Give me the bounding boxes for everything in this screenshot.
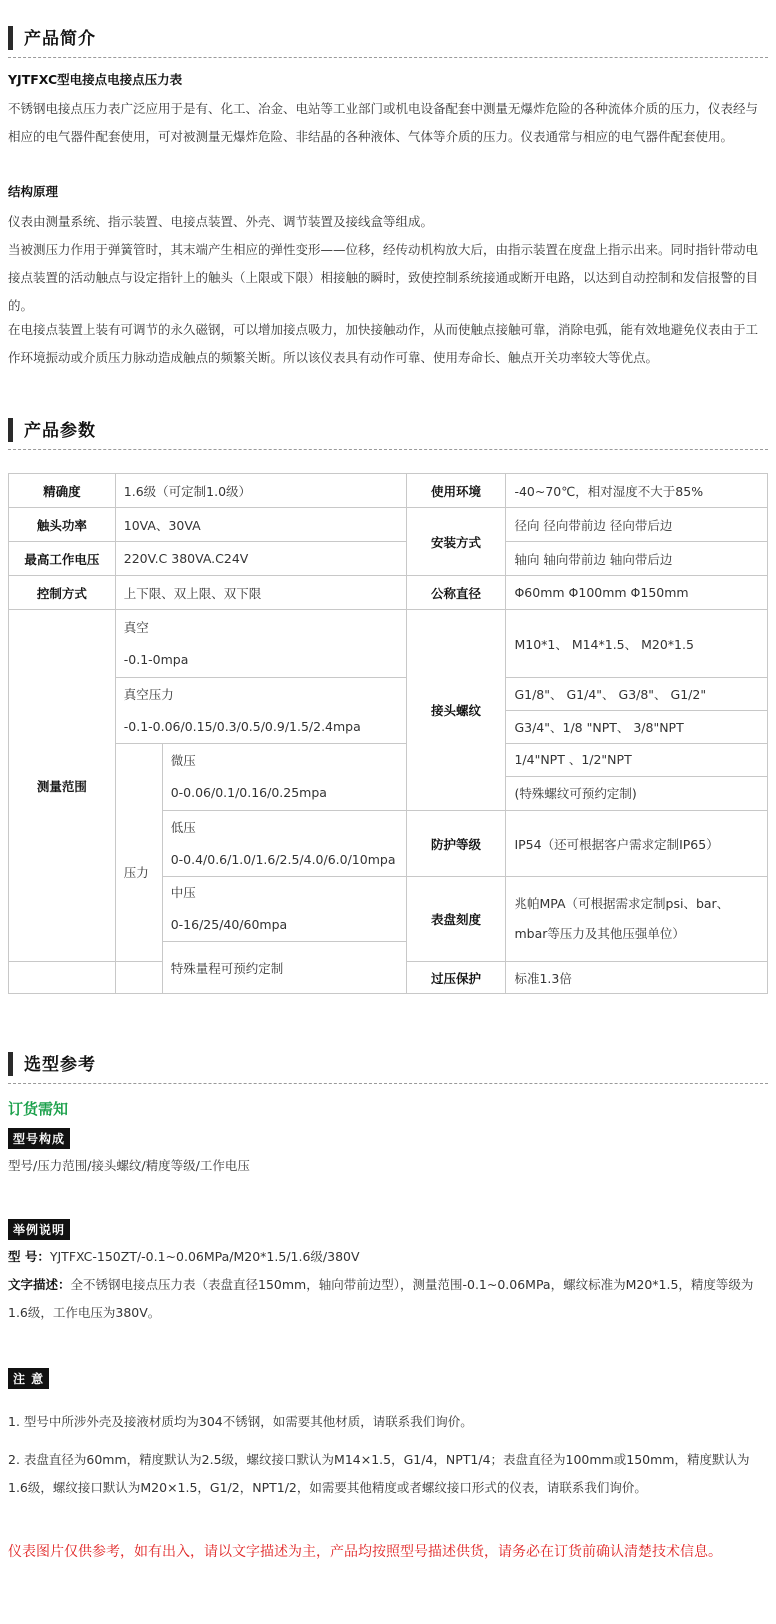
- section-header-params: [8, 414, 768, 442]
- range-value: 0-0.06/0.1/0.16/0.25mpa: [170, 785, 327, 800]
- range-value: -0.1-0mpa: [123, 651, 189, 667]
- spec-label: 公称直径: [406, 576, 506, 610]
- model-structure: 型号/压力范围/接头螺纹/精度等级/工作电压: [8, 1158, 250, 1173]
- spec-label: 表盘刻度: [406, 877, 506, 962]
- model-value: YJTFXC-150ZT/-0.1~0.06MPa/M20*1.5/1.6级/380V: [49, 1249, 360, 1264]
- structure-paragraph: 仪表由测量系统、指示装置、电接点装置、外壳、调节装置及接线盒等组成。: [8, 214, 434, 229]
- spec-value: 径向 径向带前边 径向带后边: [506, 508, 768, 542]
- note-item: 1. 型号中所涉外壳及接液材质均为304不锈钢，如需要其他材质，请联系我们询价。: [8, 1414, 473, 1429]
- order-title: 订货需知: [8, 1100, 69, 1118]
- range-label: 低压: [170, 819, 196, 835]
- example-tag: 举例说明: [8, 1219, 70, 1240]
- divider: [8, 57, 768, 58]
- disclaimer: 仪表图片仅供参考，如有出入，请以文字描述为主，产品均按照型号描述供货，请务必在订货前确认清楚技术信息。: [8, 1544, 722, 1560]
- range-label: 真空压力: [123, 686, 174, 702]
- spec-value: IP54（还可根据客户需求定制IP65）: [506, 811, 768, 877]
- section-bar: [8, 418, 13, 442]
- section-title: 选型参考: [24, 1055, 96, 1075]
- spec-label: 控制方式: [9, 576, 116, 610]
- pressure-label: 压力: [115, 744, 162, 962]
- range-value: -0.1-0.06/0.15/0.3/0.5/0.9/1.5/2.4mpa: [123, 718, 361, 734]
- spec-value: -40~70℃，相对湿度不大于85%: [506, 474, 768, 508]
- thread-cell: [506, 744, 768, 811]
- dial-line: mbar等压力及其他压强单位）: [514, 926, 685, 941]
- spec-value: Φ60mm Φ100mm Φ150mm: [506, 576, 768, 610]
- text-label: 文字描述：: [8, 1277, 71, 1292]
- range-label: 中压: [170, 885, 196, 900]
- structure-title: 结构原理: [8, 184, 59, 199]
- range-label: 微压: [170, 753, 196, 768]
- spec-label: 最高工作电压: [9, 542, 116, 576]
- spec-value: 轴向 轴向带前边 轴向带后边: [506, 542, 768, 576]
- text-description: [8, 1271, 768, 1327]
- spec-value: 1/4"NPT 、1/2"NPT: [506, 744, 767, 777]
- section-title: 产品参数: [24, 421, 96, 441]
- spec-label: 测量范围: [9, 610, 116, 962]
- structure-paragraph: 在电接点装置上装有可调节的永久磁钢，可以增加接点吸力，加快接触动作，从而使触点接触可靠，消除电弧，能有效地避免仪表由于工作环境振动或介质压力脉动造成触点的频繁关断。所以该仪表具有动作可靠、使用寿命长、触点开关功率较大等优点。: [8, 322, 759, 365]
- section-bar: [8, 26, 13, 50]
- model-example: [8, 1243, 768, 1271]
- section-bar: [8, 1052, 13, 1076]
- product-description: 不锈钢电接点压力表广泛应用于是有、化工、冶金、电站等工业部门或机电设备配套中测量无爆炸危险的各种流体介质的压力，仪表经与相应的电气器件配套使用，可对被测量无爆炸危险、非结晶的各种液体、气体等介质的压力。仪表通常与相应的电气器件配套使用。: [8, 101, 759, 144]
- section-header-intro: [8, 22, 768, 50]
- spec-value: G3/4"、1/8 "NPT、 3/8"NPT: [506, 711, 768, 744]
- note-tag: 注 意: [8, 1368, 49, 1389]
- divider: [8, 449, 768, 450]
- spec-value: 上下限、双上限、双下限: [115, 576, 406, 610]
- model-tag: 型号构成: [8, 1128, 70, 1149]
- spec-value: 特殊量程可预约定制: [162, 942, 406, 994]
- spec-value: 220V.C 380VA.C24V: [115, 542, 406, 576]
- spec-value-low: [162, 811, 406, 877]
- divider: [8, 1083, 768, 1084]
- section-header-selection: [8, 1048, 768, 1076]
- spec-table: [8, 473, 768, 994]
- spec-label: 安装方式: [406, 508, 506, 576]
- range-value: 0-16/25/40/60mpa: [170, 917, 288, 932]
- spec-value-micro: [162, 744, 406, 811]
- spec-label: 接头螺纹: [406, 610, 506, 811]
- dial-line: 兆帕MPA（可根据需求定制psi、bar、: [514, 896, 730, 911]
- spec-value-vacuum: [115, 610, 406, 678]
- text-value: 全不锈钢电接点压力表（表盘直径150mm，轴向带前边型），测量范围-0.1~0.06MPa，螺纹标准为M20*1.5，精度等级为1.6级，工作电压为380V。: [8, 1277, 754, 1320]
- spec-label: 触头功率: [9, 508, 116, 542]
- spec-value: 标准1.3倍: [506, 962, 768, 994]
- spec-value: 1.6级（可定制1.0级）: [115, 474, 406, 508]
- spec-value: 10VA、30VA: [115, 508, 406, 542]
- spec-value: M10*1、 M14*1.5、 M20*1.5: [506, 610, 768, 678]
- range-value: 0-0.4/0.6/1.0/1.6/2.5/4.0/6.0/10mpa: [170, 851, 396, 867]
- spec-label: 过压保护: [406, 962, 506, 994]
- spec-label: 精确度: [9, 474, 116, 508]
- structure-paragraph: 当被测压力作用于弹簧管时，其末端产生相应的弹性变形——位移，经传动机构放大后，由指示装置在度盘上指示出来。同时指针带动电接点装置的活动触点与设定指针上的触头（上限或下限）相接触的瞬时，致使控制系统接通或断开电路，以达到自动控制和发信报警的目的。: [8, 242, 759, 313]
- spec-value: G1/8"、 G1/4"、 G3/8"、 G1/2": [506, 678, 768, 711]
- spec-label: 防护等级: [406, 811, 506, 877]
- spec-value-vacuum-pressure: [115, 678, 406, 744]
- model-label: 型 号：: [8, 1249, 50, 1264]
- spec-value: (特殊螺纹可预约定制): [514, 786, 637, 801]
- spec-filler: [115, 962, 162, 994]
- section-title: 产品简介: [24, 29, 96, 49]
- spec-label: 使用环境: [406, 474, 506, 508]
- spec-filler: [9, 962, 116, 994]
- product-name: YJTFXC型电接点电接点压力表: [8, 72, 183, 87]
- note-item: 2. 表盘直径为60mm，精度默认为2.5级，螺纹接口默认为M14×1.5，G1/4，NPT1/4；表盘直径为100mm或150mm，精度默认为1.6级，螺纹接口默认为M20×1.5，G1/2，NPT1/2，如需要其他精度或者螺纹接口形式的仪表，请联系我们询价。: [8, 1452, 750, 1495]
- spec-value-dial: [506, 877, 768, 962]
- range-label: 真空: [123, 619, 149, 635]
- spec-value-mid: [162, 877, 406, 942]
